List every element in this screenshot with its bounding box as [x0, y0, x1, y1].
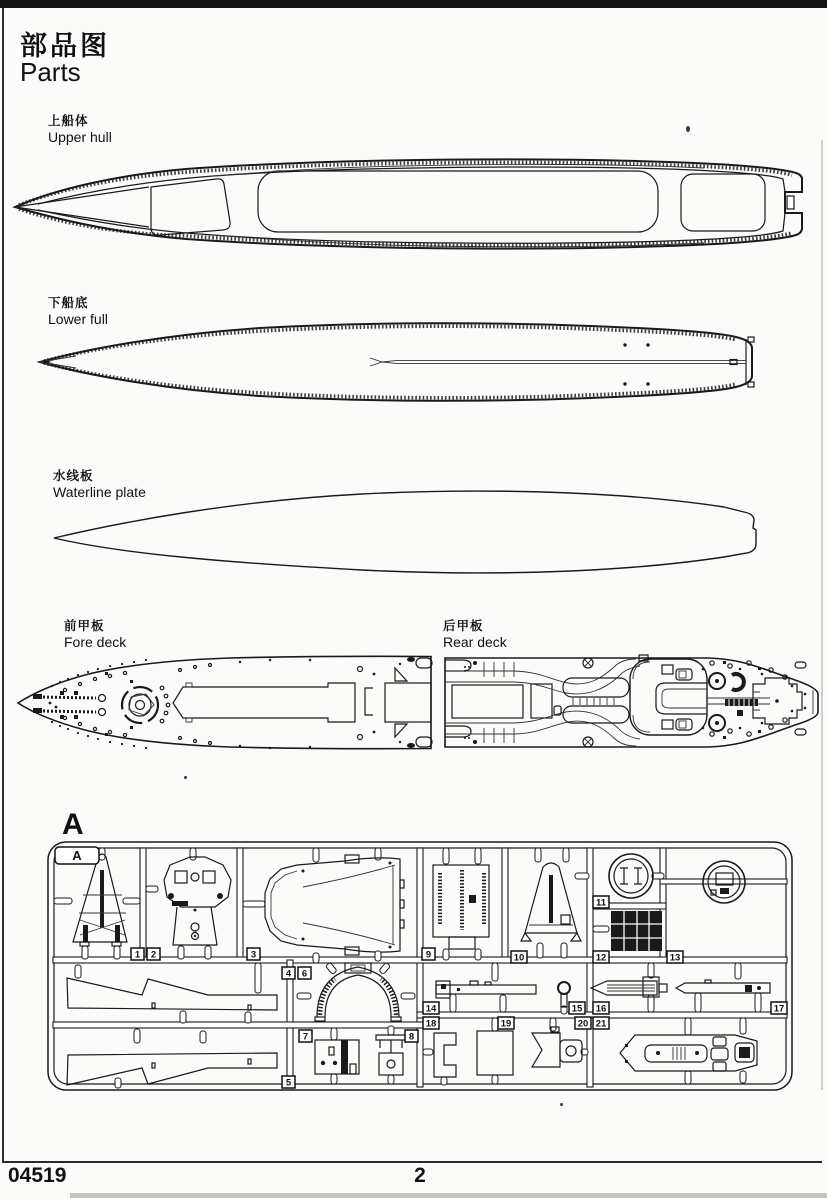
sprue-part-8: [376, 1035, 406, 1075]
part-number-tag-15: [569, 1002, 585, 1015]
sprue-gates: [54, 848, 761, 1088]
scan-smudge-bottom: [70, 1193, 827, 1198]
svg-text:16: 16: [595, 1003, 607, 1015]
upper-hull-label-en: Upper hull: [48, 129, 112, 145]
part-number-tag-5: [282, 1076, 295, 1089]
sprue-part-17: [676, 980, 770, 993]
svg-text:18: 18: [425, 1018, 437, 1030]
sprue-part-1: [73, 854, 127, 959]
part-number-tag-8: [405, 1030, 418, 1043]
part-number-tag-6: [298, 967, 311, 980]
sprue-a-tag-label: A: [72, 848, 82, 863]
svg-text:1: 1: [134, 949, 141, 961]
sprue-part-20: [532, 1027, 582, 1067]
sprue-part-5: [67, 1053, 277, 1085]
svg-text:6: 6: [301, 968, 308, 980]
upper-hull-label-cjk: 上船体: [48, 114, 89, 128]
svg-text:3: 3: [250, 949, 257, 961]
rear-deck-label-en: Rear deck: [443, 634, 507, 650]
sprue-part-15: [558, 982, 570, 1007]
sprue-part-2: [164, 857, 231, 959]
fore-deck-barbette: [122, 686, 170, 723]
lower-hull-keel: [370, 337, 754, 387]
rear-deck-stadiums: [554, 678, 629, 723]
waterline-plate-label-cjk: 水线板: [53, 469, 94, 483]
fore-deck-label-en: Fore deck: [64, 634, 127, 650]
sprue-part-18: [434, 1033, 456, 1077]
svg-text:19: 19: [500, 1018, 512, 1030]
part-number-tag-10: [511, 951, 527, 964]
sprue-a-drawing: [45, 835, 797, 1097]
svg-text:10: 10: [513, 952, 525, 964]
page-border-left: [2, 8, 4, 1163]
scan-speck: [686, 126, 690, 132]
lower-hull-drawing: [30, 318, 770, 423]
sprue-part-16: [591, 977, 667, 997]
rear-deck-inner-lines: [445, 658, 640, 747]
svg-text:2: 2: [150, 949, 157, 961]
part-number-tag-7: [299, 1030, 312, 1043]
footer-kit-number: 04519: [8, 1164, 67, 1187]
part-number-tag-21: [593, 1017, 609, 1030]
sprue-part-11: [609, 854, 653, 898]
svg-text:13: 13: [669, 952, 681, 964]
page-title-cjk: 部品图: [20, 31, 110, 61]
fore-deck-anchor-gear: [33, 691, 106, 719]
part-number-tag-12: [593, 951, 609, 964]
part-number-tag-19: [498, 1017, 514, 1030]
scan-speck: [184, 776, 187, 779]
fore-deck-casing: [173, 657, 432, 748]
sprue-number-tags: [131, 896, 787, 1089]
footer-page-number: 2: [414, 1164, 426, 1187]
sprue-letter: A: [62, 808, 84, 841]
fore-deck-drawing: [10, 650, 435, 755]
sprue-part-19: [477, 1031, 513, 1075]
part-number-tag-9: [422, 948, 435, 961]
svg-text:12: 12: [595, 952, 607, 964]
waterline-plate-drawing: [42, 482, 782, 587]
sprue-part-3: [265, 855, 404, 963]
svg-text:8: 8: [408, 1031, 415, 1043]
part-number-tag-16: [593, 1002, 609, 1015]
part-number-tag-14: [423, 1002, 439, 1015]
upper-hull-openings: [15, 164, 794, 246]
rear-deck-label-cjk: 后甲板: [443, 619, 484, 633]
page-title-en: Parts: [20, 57, 81, 87]
part-number-tag-4: [282, 967, 295, 980]
scan-edge-right: [821, 140, 823, 1090]
part-number-tag-2: [147, 948, 160, 961]
sprue-part-9: [433, 865, 489, 949]
lower-hull-label-en: Lower full: [48, 311, 108, 327]
part-number-tag-17: [771, 1002, 787, 1015]
svg-text:14: 14: [425, 1003, 437, 1015]
waterline-plate-label-en: Waterline plate: [53, 484, 146, 500]
scan-speck: [560, 1103, 563, 1106]
lower-hull-label-cjk: 下船底: [48, 296, 89, 310]
part-number-tag-11: [593, 896, 609, 909]
svg-text:11: 11: [595, 897, 607, 909]
part-number-tag-20: [575, 1017, 591, 1030]
fore-deck-label-cjk: 前甲板: [64, 619, 105, 633]
lower-hull-holes: [623, 343, 649, 385]
sprue-part-12: [611, 911, 662, 951]
svg-text:15: 15: [571, 1003, 583, 1015]
sprue-part-21: [620, 1035, 757, 1071]
svg-text:20: 20: [577, 1018, 589, 1030]
fore-deck-stipple: [51, 659, 401, 749]
svg-text:7: 7: [302, 1031, 309, 1043]
rear-deck-aft-structure: [630, 655, 802, 735]
scan-edge-top: [0, 0, 827, 8]
part-number-tag-18: [423, 1017, 439, 1030]
svg-text:9: 9: [425, 949, 432, 961]
svg-text:5: 5: [285, 1077, 292, 1089]
sprue-part-10: [521, 863, 581, 941]
upper-hull-drawing: [8, 148, 823, 268]
svg-text:4: 4: [285, 968, 292, 980]
svg-text:17: 17: [773, 1003, 785, 1015]
sprue-part-4: [67, 978, 277, 1010]
sprue-a-tag: [55, 847, 99, 864]
part-number-tag-1: [131, 948, 144, 961]
part-number-tag-13: [667, 951, 683, 964]
page-frame-bottom-line: [2, 1161, 822, 1163]
sprue-part-6: [315, 962, 401, 1021]
sprue-part-7: [315, 1040, 359, 1074]
svg-text:21: 21: [595, 1018, 607, 1030]
part-number-tag-3: [247, 948, 260, 961]
rear-deck-drawing: [440, 650, 827, 755]
